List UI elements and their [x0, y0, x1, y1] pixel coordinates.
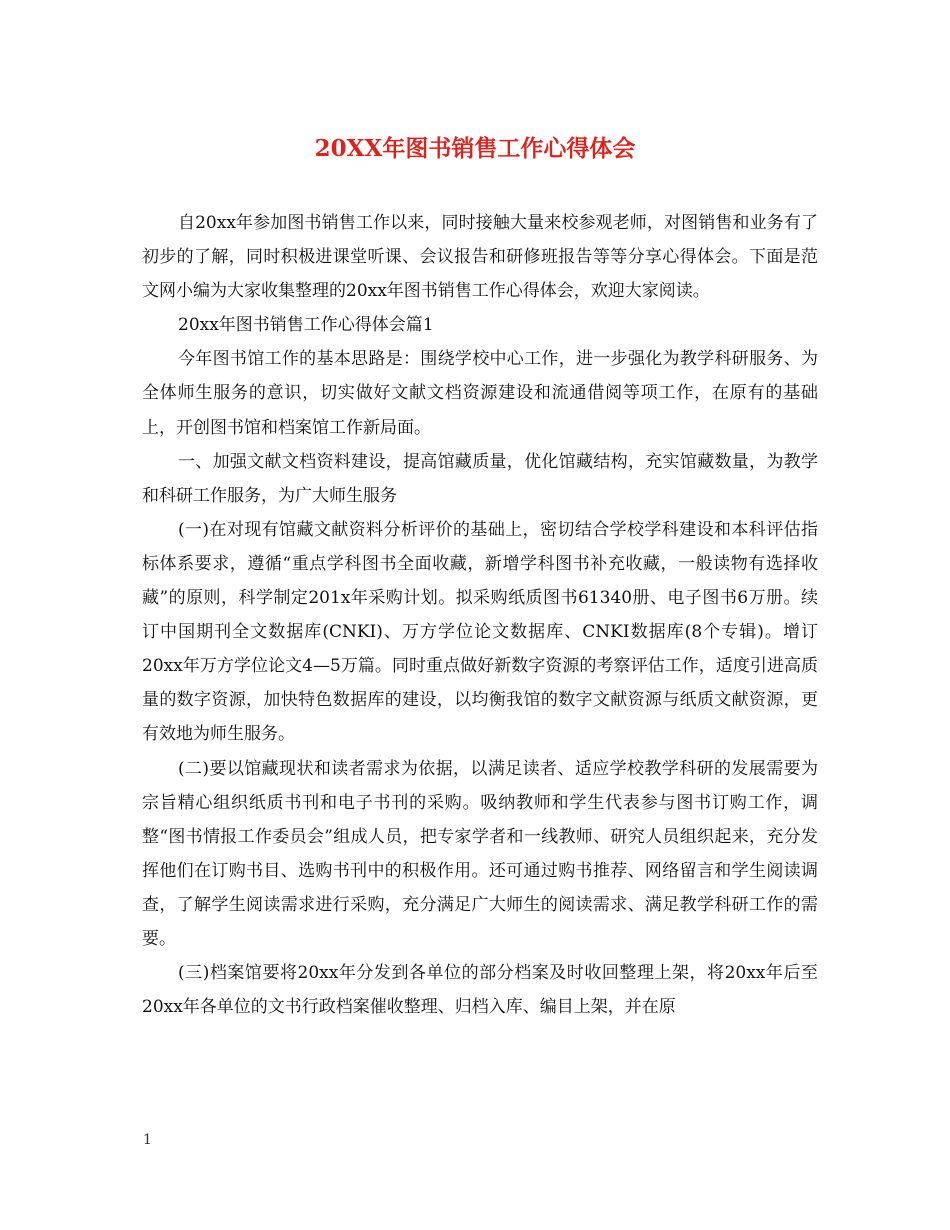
paragraph: (一)在对现有馆藏文献资料分析评价的基础上，密切结合学校学科建设和本科评估指标体系要求，遵循“重点学科图书全面收藏，新增学科图书补充收藏，一般读物有选择收藏”的原则，科学制定201x年采购计划。拟采购纸质图书61340册、电子图书6万册。续订中国期刊全文数据库(CNKI)、万方学位论文数据库、CNKI数据库(8个专辑)。增订20xx年万方学位论文4—5万篇。同时重点做好新数字资源的考察评估工作，适度引进高质量的数字资源，加快特色数据库的建设，以均衡我馆的数字文献资源与纸质文献资源，更有效地为师生服务。 — [142, 519, 818, 745]
page-number: 1 — [143, 1132, 152, 1148]
paragraph: 今年图书馆工作的基本思路是：围绕学校中心工作，进一步强化为教学科研服务、为全体师生服务的意识，切实做好文献文档资源建设和流通借阅等项工作，在原有的基础上，开创图书馆和档案馆工作新局面。 — [142, 349, 818, 438]
document-body — [142, 206, 818, 1024]
section-heading: 20xx年图书销售工作心得体会篇1 — [178, 315, 434, 336]
paragraph-intro: 自20xx年参加图书销售工作以来，同时接触大量来校参观老师，对图销售和业务有了初步的了解，同时积极进课堂听课、会议报告和研修班报告等等分享心得体会。下面是范文网小编为大家收集整理的20xx年图书销售工作心得体会，欢迎大家阅读。 — [142, 213, 818, 302]
paragraph: 一、加强文献文档资料建设，提高馆藏质量，优化馆藏结构，充实馆藏数量，为教学和科研工作服务，为广大师生服务 — [142, 451, 818, 506]
paragraph: (三)档案馆要将20xx年分发到各单位的部分档案及时收回整理上架，将20xx年后至20xx年各单位的文书行政档案催收整理、归档入库、编目上架，并在原 — [142, 963, 818, 1018]
paragraph: (二)要以馆藏现状和读者需求为依据，以满足读者、适应学校教学科研的发展需要为宗旨精心组织纸质书刊和电子书刊的采购。吸纳教师和学生代表参与图书订购工作，调整“图书情报工作委员会”组成人员，把专家学者和一线教师、研究人员组织起来，充分发挥他们在订购书目、选购书刊中的积极作用。还可通过购书推荐、网络留言和学生阅读调查，了解学生阅读需求进行采购，充分满足广大师生的阅读需求、满足教学科研工作的需要。 — [142, 758, 818, 949]
document-title: 20XX年图书销售工作心得体会 — [314, 135, 636, 162]
